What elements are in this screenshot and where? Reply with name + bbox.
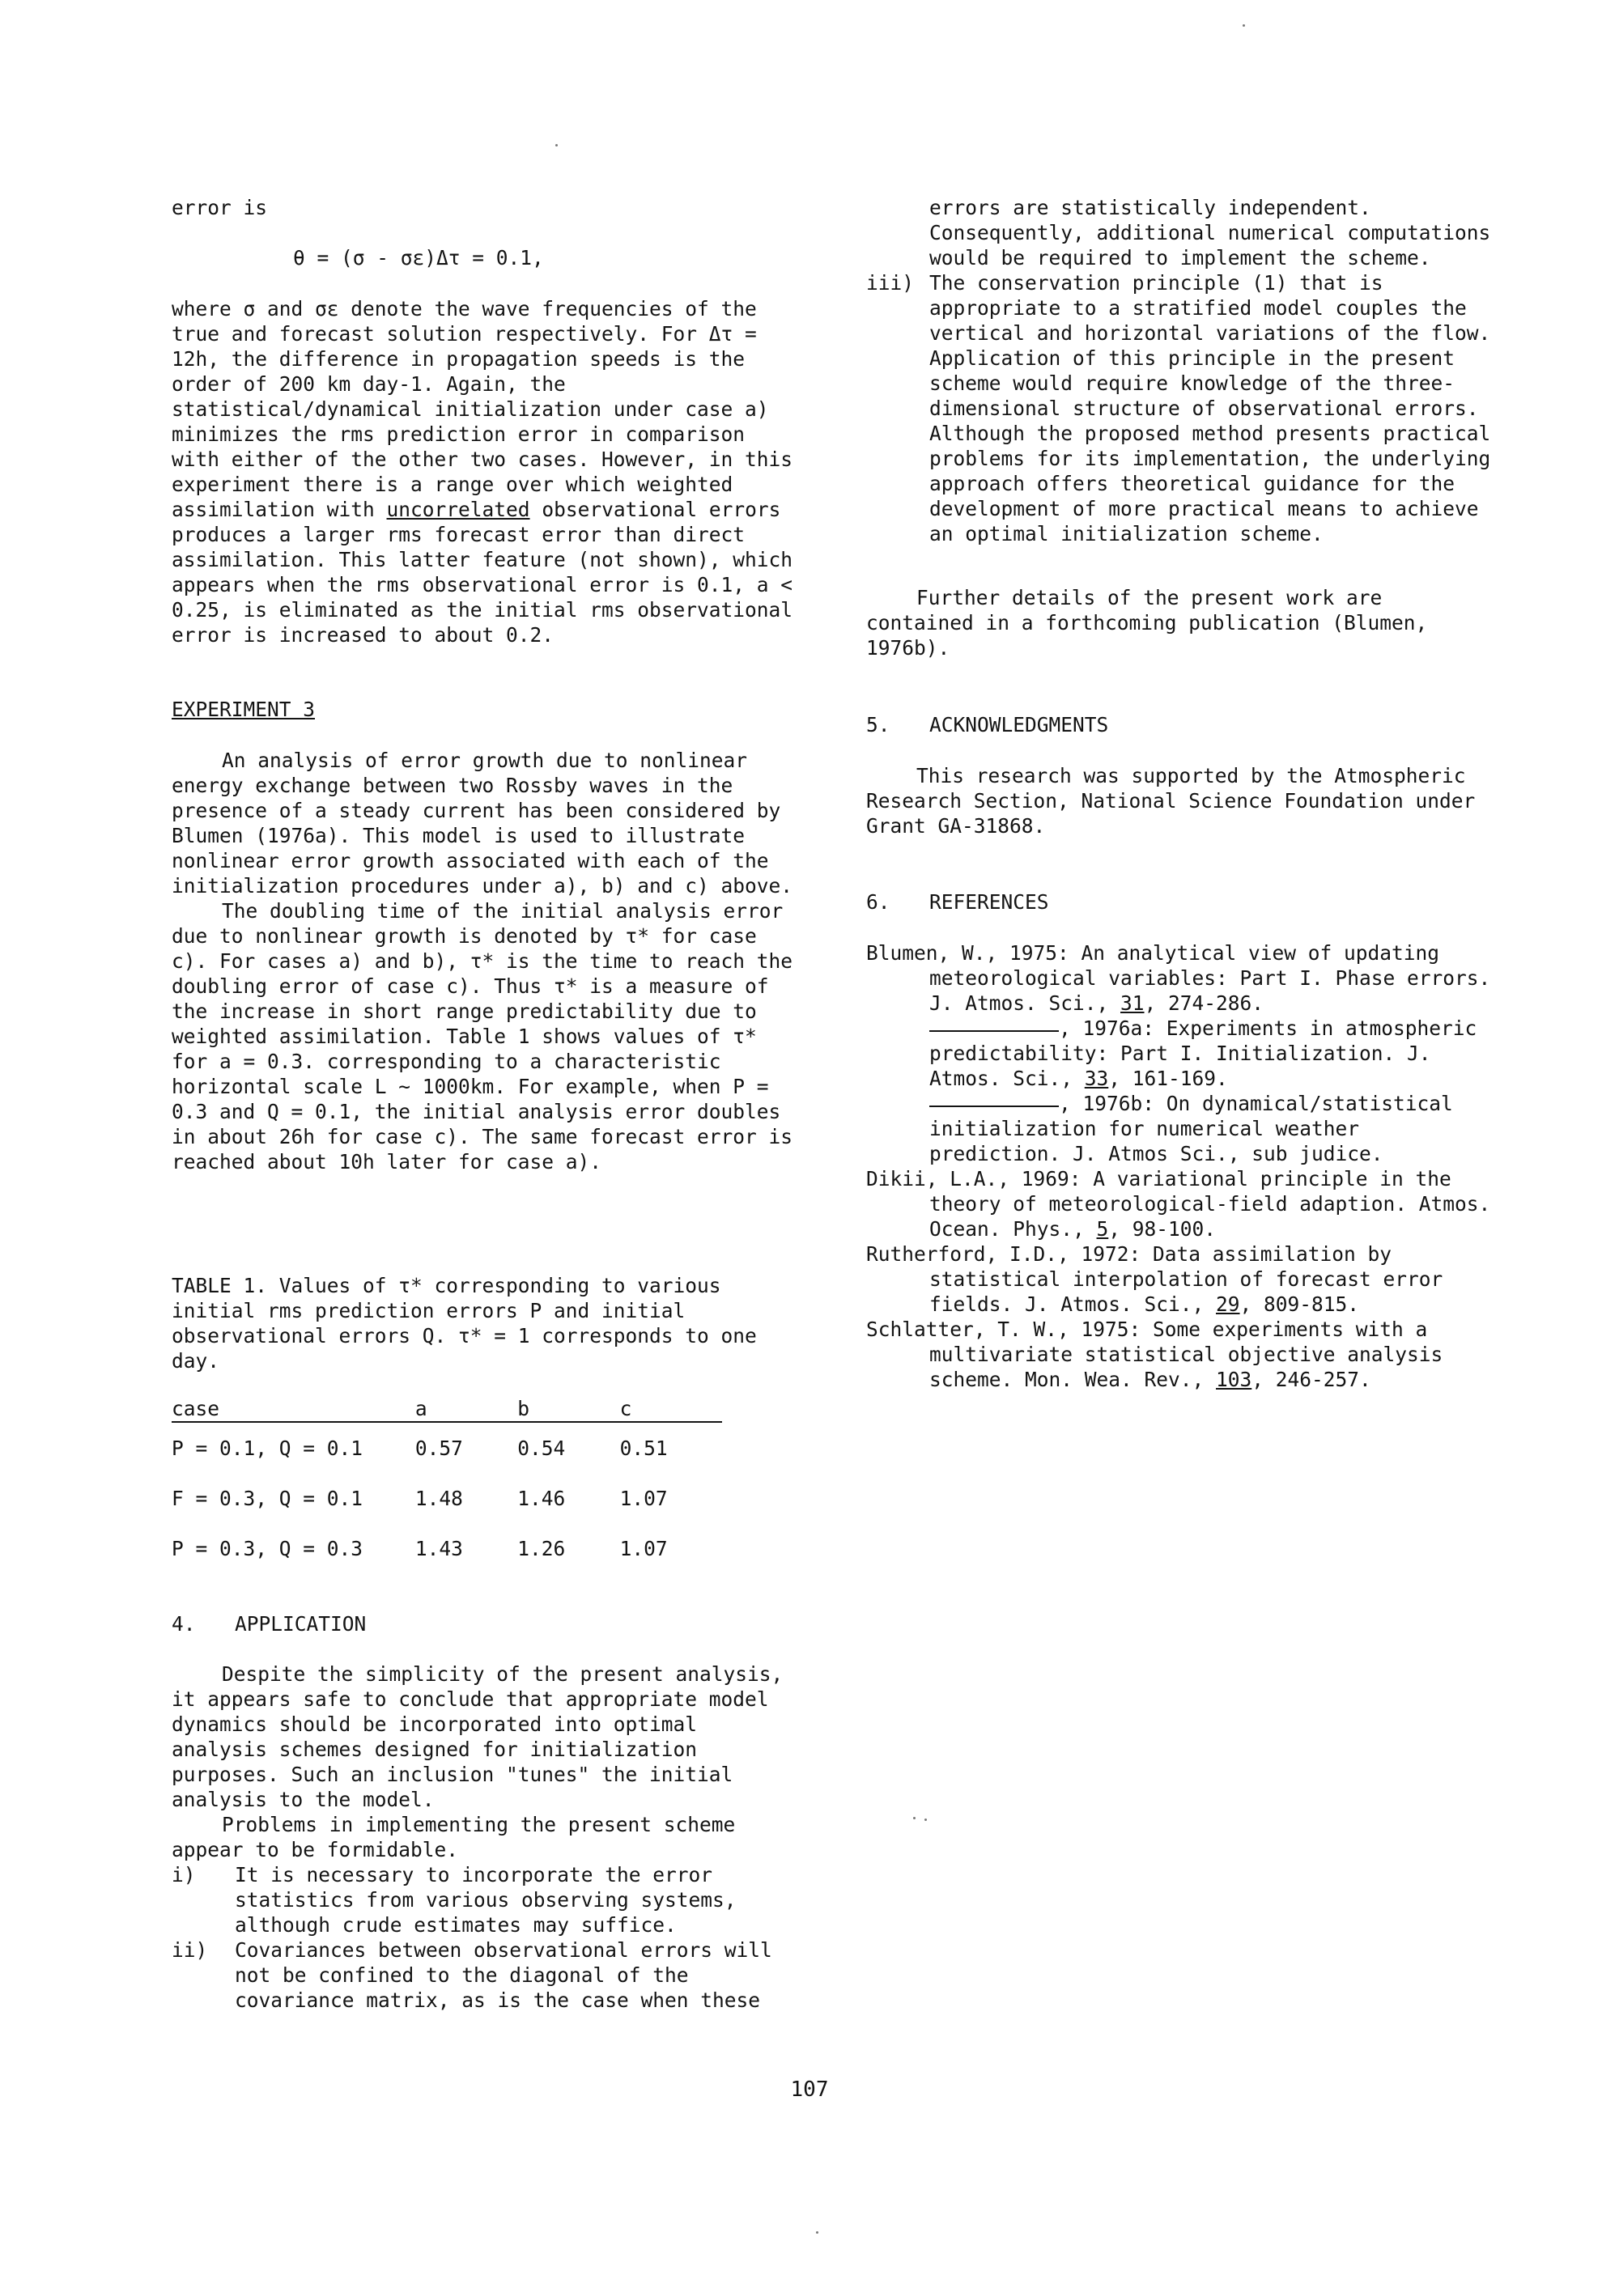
section-6-number: 6.	[866, 890, 890, 914]
continuation	[866, 195, 1498, 546]
cell-case: P = 0.3, Q = 0.3	[172, 1536, 363, 1560]
table-1	[172, 1390, 803, 1573]
paragraph-1-main: where σ and σε denote the wave frequencies of the true and forecast solution respectively. For Δτ = 12h, the difference in propagation speeds is the order of 200 km day-1. Again, the statistical/dynamical initialization under case a) minimizes the rms prediction error in comparison with either of the other two cases. However, in this experiment there is a range over which weighted assimilation with	[172, 297, 793, 521]
cell-b: 1.46	[517, 1486, 566, 1510]
section-4-para-2: Problems in implementing the present scheme appear to be formidable.	[172, 1813, 736, 1861]
cell-a: 1.43	[414, 1536, 463, 1560]
section-6-heading	[866, 889, 1498, 915]
list-text-i: It is necessary to incorporate the error statistics from various observing systems, although crude estimates may suffice.	[235, 1863, 737, 1937]
scan-speck	[555, 144, 558, 146]
reference-item: , 1976a: Experiments in atmospheric predictability: Part I. Initialization. J. Atmos. Sci., 33, 161-169.	[929, 1016, 1477, 1090]
section-4-body	[172, 1662, 803, 2013]
paragraph-1-text	[172, 296, 803, 647]
scan-speck	[913, 1817, 916, 1819]
cell-c: 1.07	[619, 1536, 668, 1560]
cell-case: F = 0.3, Q = 0.1	[172, 1486, 363, 1510]
references-list	[866, 940, 1498, 1392]
header-b: b	[517, 1390, 619, 1422]
acknowledgments-text: This research was supported by the Atmospheric Research Section, National Science Foundation under Grant GA-31868.	[866, 764, 1476, 838]
ditto-rule	[929, 1030, 1059, 1032]
intro-text: error is	[172, 196, 268, 219]
equation	[172, 245, 803, 270]
section-5-title: ACKNOWLEDGMENTS	[929, 713, 1109, 736]
section-5-number: 5.	[866, 713, 890, 736]
list-text-ii: Covariances between observational errors will not be confined to the diagonal of the covariance matrix, as is the case when these	[235, 1938, 772, 2012]
reference-item: Dikii, L.A., 1969: A variational principle in the theory of meteorological-field adaption. Atmos. Ocean. Phys., 5, 98-100.	[866, 1167, 1491, 1241]
reference-item: , 1976b: On dynamical/statistical initialization for numerical weather prediction. J. Atmos Sci., sub judice.	[929, 1092, 1453, 1165]
section-6-title: REFERENCES	[929, 890, 1049, 914]
equation-text: θ = (σ - σε)Δτ = 0.1,	[293, 246, 544, 269]
further-details	[866, 585, 1498, 660]
acknowledgments-body	[866, 763, 1498, 838]
table-row	[172, 1473, 722, 1523]
section-4-heading	[172, 1611, 803, 1636]
section-5-heading	[866, 712, 1498, 737]
underlined-word: uncorrelated	[386, 498, 530, 521]
paragraph-1-end: observational errors produces a larger rms forecast error than direct assimilation. This latter feature (not shown), which appears when the rms observational error is 0.1, a < 0.25, is eliminated as the initial rms observational error is increased to about 0.2.	[172, 498, 793, 647]
continuation-text: errors are statistically independent. Consequently, additional numerical computations would be required to implement the scheme.	[929, 196, 1491, 269]
list-label-i: i)	[172, 1863, 196, 1886]
table-row	[172, 1422, 722, 1473]
header-case: case	[172, 1390, 415, 1422]
list-text-iii: The conservation principle (1) that is appropriate to a stratified model couples the vertical and horizontal variations of the flow. Application of this principle in the present scheme would require knowledge of the three-dimensional structure of observational errors. Although the proposed method presents practical problems for its implementation, the underlying approach offers theoretical guidance for the development of more practical means to achieve an optimal initialization scheme.	[929, 271, 1491, 545]
cell-case: P = 0.1, Q = 0.1	[172, 1436, 363, 1460]
cell-b: 1.26	[517, 1536, 566, 1560]
cell-a: 0.57	[414, 1436, 463, 1460]
experiment-3-para-2: The doubling time of the initial analysis error due to nonlinear growth is denoted by τ* for case c). For cases a) and b), τ* is the time to reach the doubling error of case c). Thus τ* is a measure of the increase in short range predictability due to weighted assimilation. Table 1 shows values of τ* for a = 0.3. corresponding to a characteristic horizontal scale L ~ 1000km. For example, when P = 0.3 and Q = 0.1, the initial analysis error doubles in about 26h for case c). The same forecast error is reached about 10h later for case a).	[172, 899, 793, 1173]
list-label-iii: iii)	[866, 271, 915, 295]
list-item-iii	[866, 270, 1498, 546]
further-details-text: Further details of the present work are contained in a forthcoming publication (Blumen, 1976b).	[866, 586, 1428, 660]
experiment-3-body	[172, 748, 803, 1174]
table-caption-text: TABLE 1. Values of τ* corresponding to various initial rms prediction errors P and initial observational errors Q. τ* = 1 corresponds to one day.	[172, 1274, 757, 1373]
intro-line	[172, 195, 803, 220]
table-caption	[172, 1273, 803, 1373]
list-item-i	[172, 1862, 803, 1937]
experiment-3-para-1: An analysis of error growth due to nonlinear energy exchange between two Rossby waves in the presence of a steady current has been considered by Blumen (1976a). This model is used to illustrate nonlinear error growth associated with each of the initialization procedures under a), b) and c) above.	[172, 749, 793, 898]
table-row	[172, 1523, 722, 1573]
cell-c: 0.51	[619, 1436, 668, 1460]
scan-speck	[924, 1819, 927, 1821]
cell-b: 0.54	[517, 1436, 566, 1460]
list-item-ii	[172, 1937, 803, 2013]
list-label-ii: ii)	[172, 1938, 208, 1962]
experiment-3-title: EXPERIMENT 3	[172, 698, 316, 721]
table-header-row	[172, 1390, 722, 1422]
scan-speck	[816, 2231, 818, 2234]
scan-speck	[1243, 24, 1245, 27]
page-number: 107	[790, 2077, 829, 2102]
header-c: c	[620, 1390, 722, 1422]
experiment-3-heading	[172, 697, 803, 722]
paragraph-1	[172, 296, 803, 647]
section-4-para-1: Despite the simplicity of the present analysis, it appears safe to conclude that appropriate model dynamics should be incorporated into optimal analysis schemes designed for initialization purposes. Such an inclusion "tunes" the initial analysis to the model.	[172, 1662, 784, 1811]
section-4-title: APPLICATION	[235, 1612, 367, 1636]
reference-item: Blumen, W., 1975: An analytical view of updating meteorological variables: Part I. Phase errors. J. Atmos. Sci., 31, 274-286.	[866, 941, 1491, 1015]
values-table	[172, 1390, 722, 1573]
cell-a: 1.48	[414, 1486, 463, 1510]
reference-item: Schlatter, T. W., 1975: Some experiments with a multivariate statistical objective analysis scheme. Mon. Wea. Rev., 103, 246-257.	[866, 1318, 1443, 1391]
ditto-rule	[929, 1106, 1059, 1107]
section-4-number: 4.	[172, 1612, 196, 1636]
header-a: a	[415, 1390, 517, 1422]
reference-item: Rutherford, I.D., 1972: Data assimilation by statistical interpolation of forecast error fields. J. Atmos. Sci., 29, 809-815.	[866, 1242, 1443, 1316]
cell-c: 1.07	[619, 1486, 668, 1510]
